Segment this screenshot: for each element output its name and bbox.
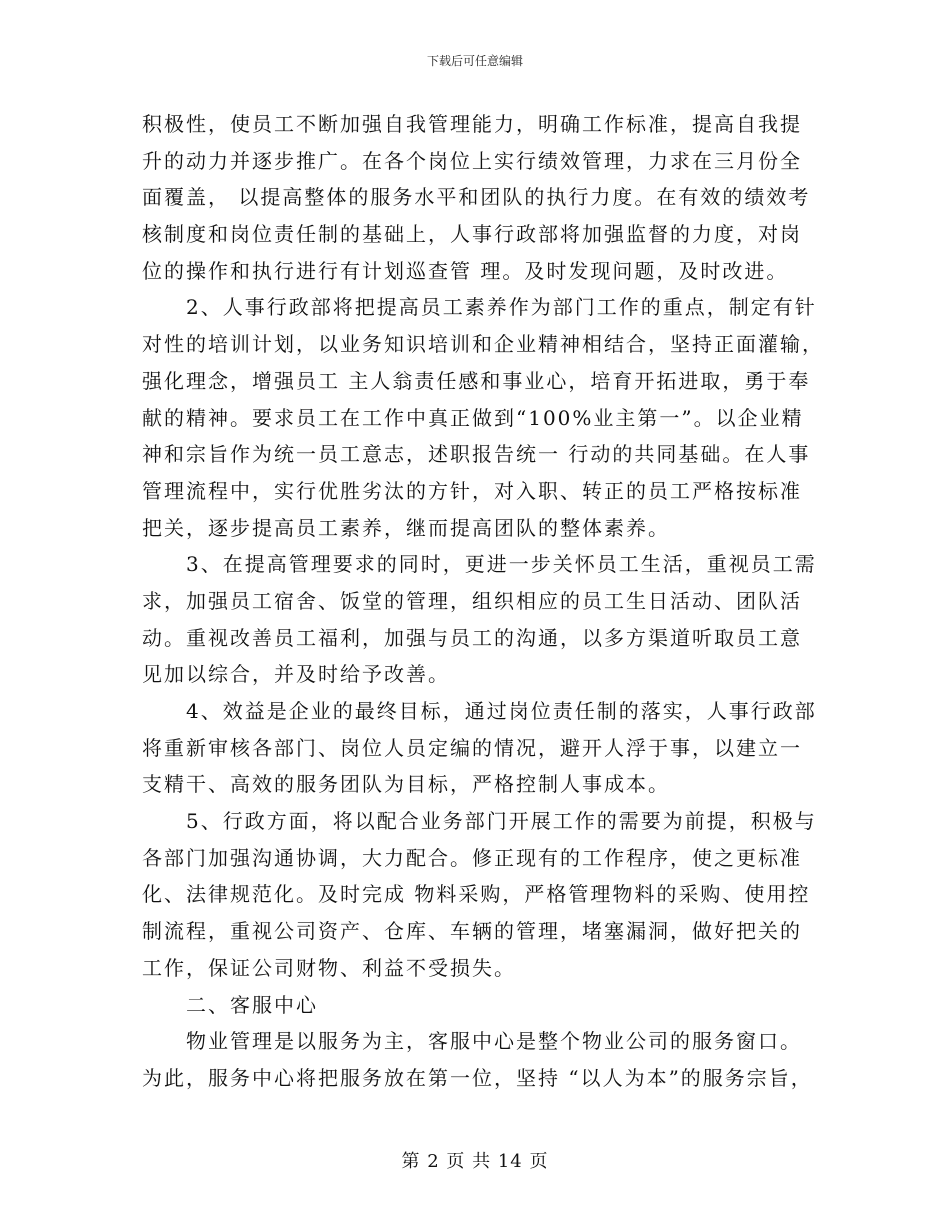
text-line: 位的操作和执行进行有计划巡查管 理。及时发现问题，及时改进。	[142, 258, 789, 283]
page-header-note: 下载后可任意编辑	[426, 54, 523, 68]
text-line: 5、行政方面，将以配合业务部门开展工作的需要为前提，积极与	[186, 809, 817, 834]
text-line: 支精干、高效的服务团队为目标，严格控制人事成本。	[142, 772, 670, 797]
text-line: 管理流程中，实行优胜劣汰的方针，对入职、转正的员工严格按标准	[142, 478, 802, 503]
text-line: 积极性，使员工不断加强自我管理能力，明确工作标准，提高自我提	[142, 112, 802, 136]
text-line: 献的精神。要求员工在工作中真正做到“100%业主第一”。以企业精	[142, 405, 804, 430]
text-line: 把关，逐步提高员工素养，继而提高团队的整体素养。	[142, 515, 670, 540]
text-line: 化、法律规范化。及时完成 物料采购，严格管理物料的采购、使用控	[142, 882, 811, 907]
text-line: 求，加强员工宿舍、饭堂的管理，组织相应的员工生日活动、团队活	[142, 588, 802, 613]
page-number-footer: 第 2 页 共 14 页	[401, 1151, 549, 1172]
text-line: 工作，保证公司财物、利益不受损失。	[142, 955, 516, 980]
text-line: 见加以综合，并及时给予改善。	[142, 662, 450, 687]
text-line: 核制度和岗位责任制的基础上，人事行政部将加强监督的力度，对岗	[142, 222, 802, 247]
text-line: 为此，服务中心将把服务放在第一位，坚持 “以人为本”的服务宗旨，	[142, 1065, 813, 1090]
text-line: 强化理念，增强员工 主人翁责任感和事业心，培育开拓进取，勇于奉	[142, 368, 811, 393]
text-line: 制流程，重视公司资产、仓库、车辆的管理，堵塞漏洞，做好把关的	[142, 919, 802, 944]
text-line: 动。重视改善员工福利，加强与员工的沟通，以多方渠道听取员工意	[142, 625, 802, 650]
text-line: 二、客服中心	[186, 992, 318, 1017]
text-line: 面覆盖， 以提高整体的服务水平和团队的执行力度。在有效的绩效考	[142, 185, 811, 210]
text-line: 将重新审核各部门、岗位人员定编的情况，避开人浮于事，以建立一	[142, 735, 802, 760]
text-line: 4、效益是企业的最终目标，通过岗位责任制的落实，人事行政部	[186, 699, 817, 723]
text-line: 对性的培训计划，以业务知识培训和企业精神相结合，坚持正面灌输，	[142, 332, 824, 357]
text-line: 2、人事行政部将把提高员工素养作为部门工作的重点，制定有针	[186, 295, 817, 320]
text-line: 神和宗旨作为统一员工意志，述职报告统一 行动的共同基础。在人事	[142, 442, 811, 467]
text-line: 各部门加强沟通协调，大力配合。修正现有的工作程序，使之更标准	[142, 845, 802, 870]
text-line: 物业管理是以服务为主，客服中心是整个物业公司的服务窗口。	[186, 1029, 802, 1054]
text-line: 升的动力并逐步推广。在各个岗位上实行绩效管理，力求在三月份全	[142, 148, 802, 173]
text-line: 3、在提高管理要求的同时，更进一步关怀员工生活，重视员工需	[186, 552, 817, 577]
document-body	[142, 106, 822, 1097]
